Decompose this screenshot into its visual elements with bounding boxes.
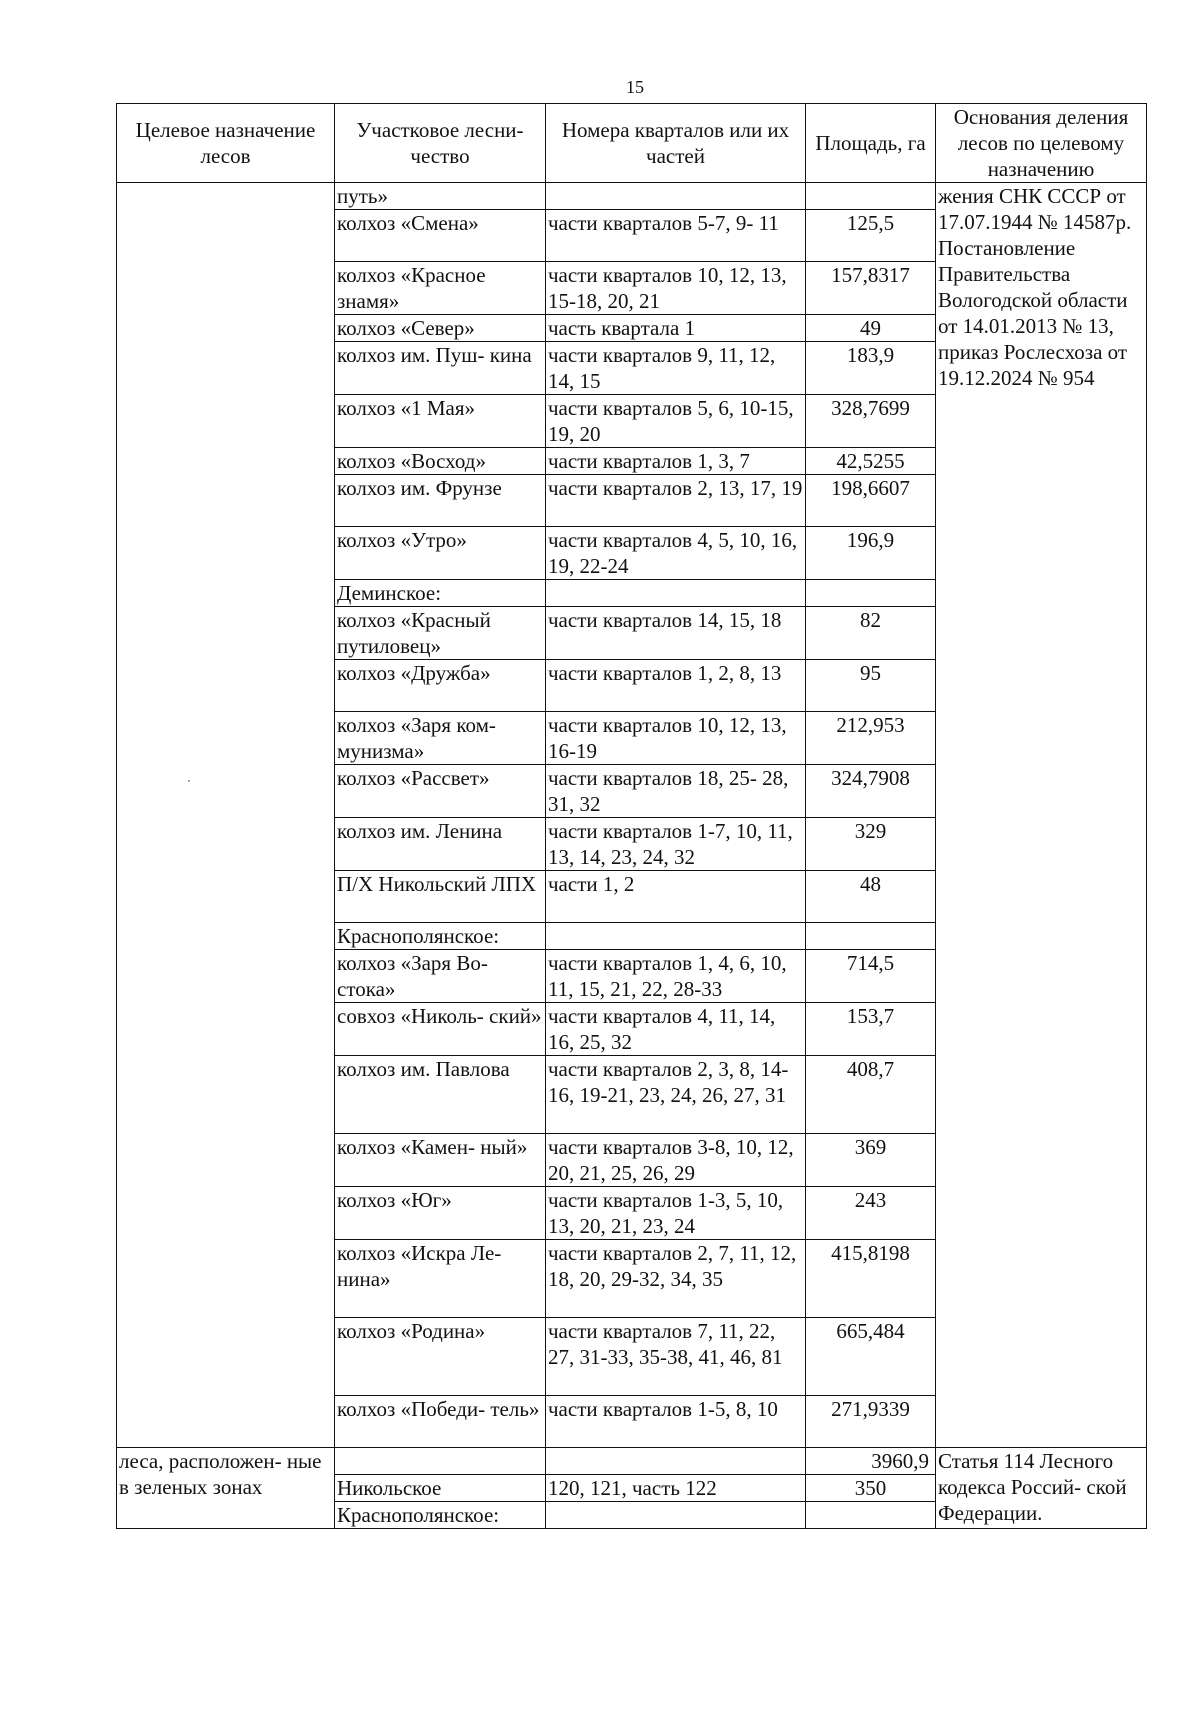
quarters-cell: части кварталов 14, 15, 18 [546,607,806,660]
quarters-cell: части кварталов 1-3, 5, 10, 13, 20, 21, 23, 24 [546,1187,806,1240]
district-cell: колхоз «Восход» [335,448,546,475]
forest-purpose-table [116,103,1147,1529]
area-cell [806,1502,936,1529]
district-cell: совхоз «Николь- ский» [335,1003,546,1056]
district-cell: П/Х Никольский ЛПХ [335,871,546,923]
district-cell: колхоз «Дружба» [335,660,546,712]
area-cell: 665,484 [806,1318,936,1396]
district-cell: колхоз «Заря Во- стока» [335,950,546,1003]
area-cell: 183,9 [806,342,936,395]
quarters-cell: части кварталов 4, 5, 10, 16, 19, 22-24 [546,527,806,580]
table-header-row [117,104,1147,183]
quarters-cell: части кварталов 1-7, 10, 11, 13, 14, 23, 24, 32 [546,818,806,871]
district-cell: колхоз «Камен- ный» [335,1134,546,1187]
table-row [117,1448,1147,1475]
area-cell: 157,8317 [806,262,936,315]
area-cell: 42,5255 [806,448,936,475]
district-cell: колхоз им. Ленина [335,818,546,871]
header-purpose: Целевое назначение лесов [117,104,335,183]
district-cell: колхоз «Искра Ле- нина» [335,1240,546,1318]
area-cell: 324,7908 [806,765,936,818]
area-cell: 3960,9 [806,1448,936,1475]
quarters-cell [546,1448,806,1475]
area-cell: 196,9 [806,527,936,580]
district-cell: колхоз «Красное знамя» [335,262,546,315]
area-cell: 243 [806,1187,936,1240]
area-cell: 415,8198 [806,1240,936,1318]
area-cell: 714,5 [806,950,936,1003]
table-row [117,183,1147,210]
district-cell: Деминское: [335,580,546,607]
district-cell: колхоз «Утро» [335,527,546,580]
area-cell: 329 [806,818,936,871]
quarters-cell: части кварталов 3-8, 10, 12, 20, 21, 25, 26, 29 [546,1134,806,1187]
district-cell: колхоз им. Павлова [335,1056,546,1134]
quarters-cell [546,580,806,607]
quarters-cell: части кварталов 1, 3, 7 [546,448,806,475]
green-zone-basis-cell: Статья 114 Лесного кодекса Россий- ской Федерации. [936,1448,1147,1529]
area-cell: 95 [806,660,936,712]
district-cell: колхоз «Заря ком- мунизма» [335,712,546,765]
district-cell: Краснополянское: [335,1502,546,1529]
district-cell: колхоз «Юг» [335,1187,546,1240]
quarters-cell: части 1, 2 [546,871,806,923]
area-cell: 82 [806,607,936,660]
quarters-cell: части кварталов 4, 11, 14, 16, 25, 32 [546,1003,806,1056]
quarters-cell: части кварталов 9, 11, 12, 14, 15 [546,342,806,395]
quarters-cell: части кварталов 2, 7, 11, 12, 18, 20, 29-32, 34, 35 [546,1240,806,1318]
quarters-cell: части кварталов 1, 2, 8, 13 [546,660,806,712]
area-cell: 408,7 [806,1056,936,1134]
area-cell: 350 [806,1475,936,1502]
basis-cell: жения СНК СССР от 17.07.1944 № 14587р. Постановление Правительства Вологодской области от 14.01.2013 № 13, приказ Рослесхоза от 19.12.2024 № 954 [936,183,1147,1448]
quarters-cell [546,183,806,210]
header-quarters: Номера кварталов или их частей [546,104,806,183]
header-area: Площадь, га [806,104,936,183]
purpose-cell [117,183,335,1448]
area-cell: 271,9339 [806,1396,936,1448]
district-cell: колхоз «Север» [335,315,546,342]
district-cell: колхоз «Красный путиловец» [335,607,546,660]
quarters-cell: части кварталов 2, 3, 8, 14-16, 19-21, 23, 24, 26, 27, 31 [546,1056,806,1134]
quarters-cell: части кварталов 1-5, 8, 10 [546,1396,806,1448]
area-cell: 212,953 [806,712,936,765]
green-zone-purpose-cell: леса, расположен- ные в зеленых зонах [117,1448,335,1529]
quarters-cell: 120, 121, часть 122 [546,1475,806,1502]
district-cell: колхоз им. Пуш- кина [335,342,546,395]
area-cell: 125,5 [806,210,936,262]
quarters-cell: часть квартала 1 [546,315,806,342]
district-cell: колхоз «Родина» [335,1318,546,1396]
district-cell: колхоз «Победи- тель» [335,1396,546,1448]
area-cell [806,923,936,950]
header-district: Участковое лесни- чество [335,104,546,183]
quarters-cell: части кварталов 18, 25- 28, 31, 32 [546,765,806,818]
area-cell: 328,7699 [806,395,936,448]
quarters-cell: части кварталов 5, 6, 10-15, 19, 20 [546,395,806,448]
quarters-cell: части кварталов 5-7, 9- 11 [546,210,806,262]
quarters-cell [546,923,806,950]
page-number: 15 [626,77,644,97]
area-cell: 198,6607 [806,475,936,527]
district-cell: колхоз им. Фрунзе [335,475,546,527]
district-cell: колхоз «1 Мая» [335,395,546,448]
quarters-cell: части кварталов 10, 12, 13, 15-18, 20, 21 [546,262,806,315]
area-cell: 153,7 [806,1003,936,1056]
quarters-cell: части кварталов 2, 13, 17, 19 [546,475,806,527]
area-cell: 369 [806,1134,936,1187]
area-cell: 48 [806,871,936,923]
district-cell: колхоз «Рассвет» [335,765,546,818]
district-cell: колхоз «Смена» [335,210,546,262]
district-cell: Краснополянское: [335,923,546,950]
table-body [117,183,1147,1529]
district-cell [335,1448,546,1475]
header-basis: Основания деления лесов по целевому назначению [936,104,1147,183]
district-cell: Никольское [335,1475,546,1502]
scan-speck [188,780,190,782]
quarters-cell [546,1502,806,1529]
district-cell: путь» [335,183,546,210]
quarters-cell: части кварталов 1, 4, 6, 10, 11, 15, 21, 22, 28-33 [546,950,806,1003]
area-cell [806,183,936,210]
quarters-cell: части кварталов 7, 11, 22, 27, 31-33, 35-38, 41, 46, 81 [546,1318,806,1396]
area-cell: 49 [806,315,936,342]
area-cell [806,580,936,607]
quarters-cell: части кварталов 10, 12, 13, 16-19 [546,712,806,765]
